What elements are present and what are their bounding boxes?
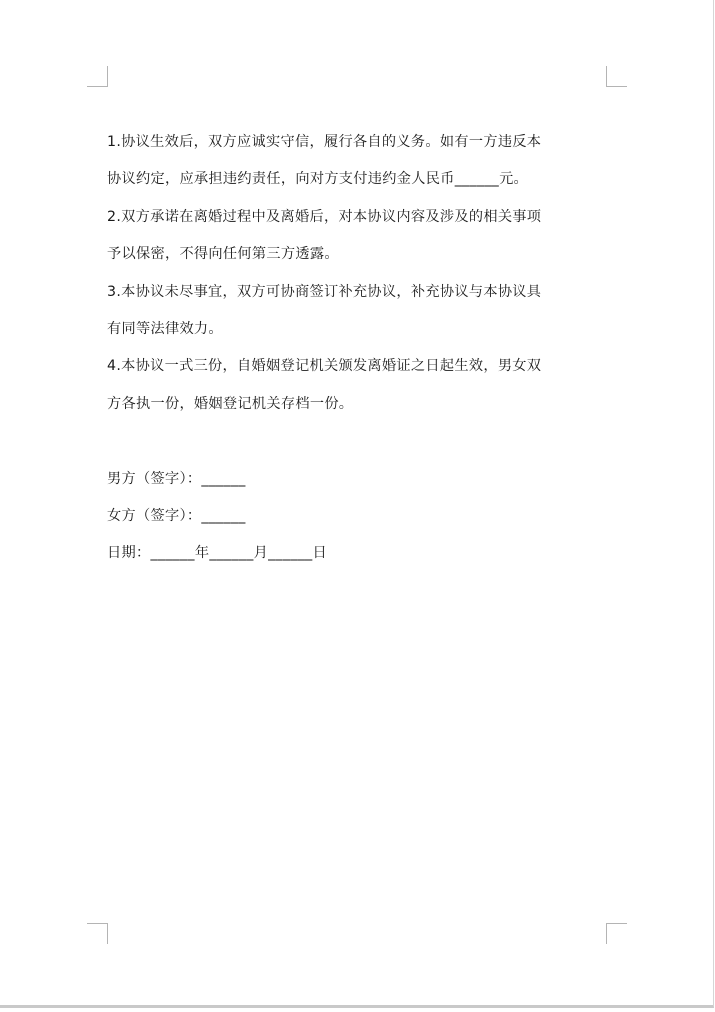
clause-1 [107, 127, 607, 202]
male-signature-line: 男方（签字）：______ [107, 470, 246, 487]
female-signature-line: 女方（签字）：______ [107, 507, 246, 524]
clause-3-line-1: 3.本协议未尽事宜，双方可协商签订补充协议，补充协议与本协议具 [107, 283, 542, 300]
margin-corner-top-right [606, 66, 627, 87]
clause-1-line-1: 1.协议生效后，双方应诚实守信，履行各自的义务。如有一方违反本 [107, 134, 542, 150]
blank-line [107, 426, 607, 463]
document-body[interactable] [107, 127, 607, 576]
margin-corner-bottom-right [606, 923, 627, 944]
clause-1-line-2: 协议约定，应承担违约责任，向对方支付违约金人民币______元。 [107, 171, 529, 188]
clause-4 [107, 351, 607, 426]
clause-3-line-2: 有同等法律效力。 [107, 320, 223, 337]
clause-4-line-2: 方各执一份，婚姻登记机关存档一份。 [107, 395, 354, 412]
date-line: 日期：______年______月______日 [107, 545, 328, 562]
clause-2-line-2: 予以保密，不得向任何第三方透露。 [107, 246, 339, 263]
margin-corner-bottom-left [87, 923, 108, 944]
clause-2-line-1: 2.双方承诺在离婚过程中及离婚后，对本协议内容及涉及的相关事项 [107, 208, 542, 225]
clause-4-line-1: 4.本协议一式三份，自婚姻登记机关颁发离婚证之日起生效，男女双 [107, 358, 542, 375]
clause-3 [107, 277, 607, 352]
clause-2 [107, 202, 607, 277]
margin-corner-top-left [87, 66, 108, 87]
